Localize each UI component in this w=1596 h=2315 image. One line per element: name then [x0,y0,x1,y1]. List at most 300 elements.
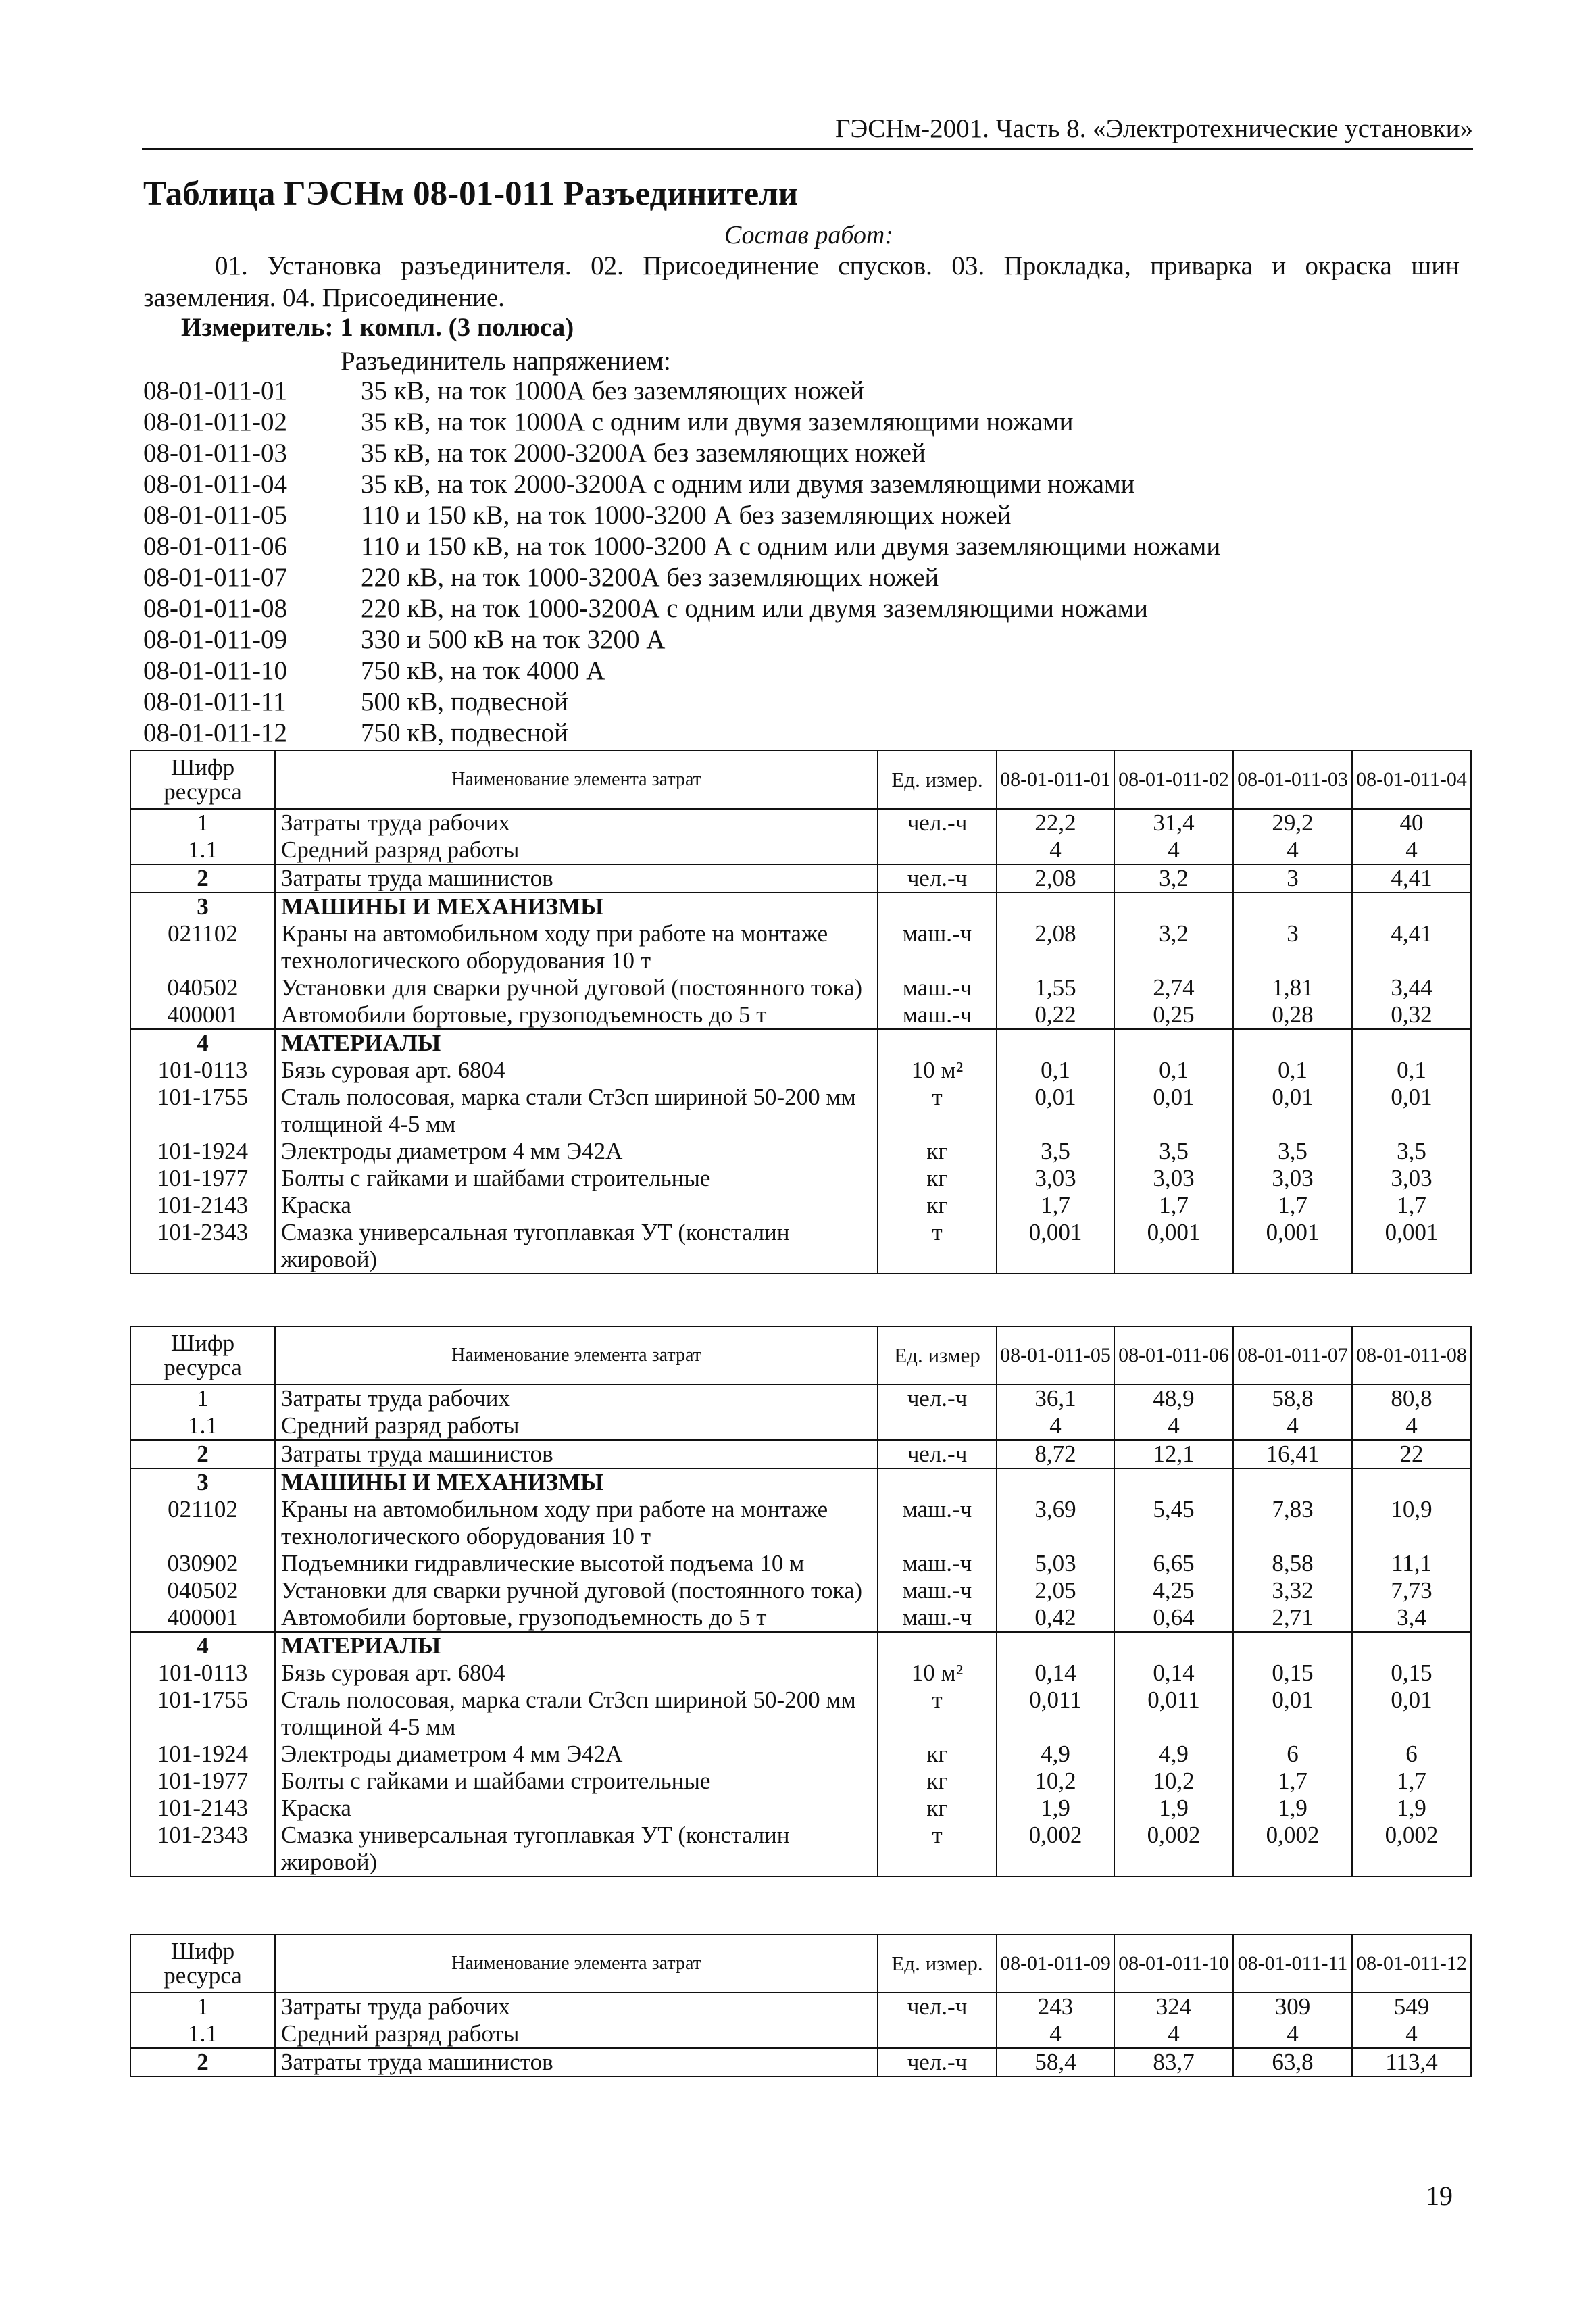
code-list-item [143,531,1220,562]
code-list [143,376,1220,749]
item-code: 08-01-011-12 [143,718,288,747]
item-description: 35 кВ, на ток 2000-3200А без заземляющих ножей [361,439,926,468]
code-list-item [143,624,1220,655]
header-code: Шифр ресурса [130,1935,275,1993]
row-value: 1,7 [1352,1192,1471,1219]
row-unit: чел.-ч [878,809,997,837]
row-name: Затраты труда машинистов [275,1440,878,1468]
row-value: 0,01 [1233,1084,1352,1138]
row-name: Краны на автомобильном ходу при работе на монтаже технологического оборудования 10 т [275,1496,878,1550]
row-unit: 10 м² [878,1057,997,1084]
row-value: 6 [1352,1741,1471,1768]
row-value: 0,002 [1352,1822,1471,1876]
item-description: 110 и 150 кВ, на ток 1000-3200 А с одним или двумя заземляющими ножами [361,532,1221,561]
row-code: 101-1977 [130,1165,275,1192]
row-value: 80,8 [1352,1385,1471,1412]
table-row [130,1822,1471,1876]
row-value: 0,15 [1352,1660,1471,1687]
row-value: 0,1 [1114,1057,1233,1084]
row-value: 6,65 [1114,1550,1233,1577]
resource-table-1 [130,750,1472,1274]
table-row [130,1029,1471,1057]
row-unit [878,837,997,864]
row-value: 3,03 [1114,1165,1233,1192]
row-unit [878,2020,997,2048]
row-value: 8,58 [1233,1550,1352,1577]
row-value: 0,011 [997,1687,1114,1741]
row-code: 3 [130,893,275,920]
row-value [1114,1029,1233,1057]
row-unit: маш.-ч [878,920,997,974]
row-value [1233,1468,1352,1496]
row-value: 4,41 [1352,920,1471,974]
table-row [130,1084,1471,1138]
table-row [130,1385,1471,1412]
item-description: 35 кВ, на ток 2000-3200А с одним или двумя заземляющими ножами [361,470,1135,499]
row-value: 3,03 [997,1165,1114,1192]
row-value: 58,4 [997,2048,1114,2076]
row-unit [878,1029,997,1057]
item-code: 08-01-011-03 [143,439,288,468]
row-name: Смазка универсальная тугоплавкая УТ (консталин жировой) [275,1822,878,1876]
row-code: 400001 [130,1604,275,1632]
row-value: 1,7 [1114,1192,1233,1219]
row-value: 3,32 [1233,1577,1352,1604]
row-value: 1,7 [1233,1192,1352,1219]
row-name: Установки для сварки ручной дуговой (постоянного тока) [275,1577,878,1604]
row-value: 4 [1233,2020,1352,2048]
code-list-item [143,500,1220,531]
row-unit: чел.-ч [878,2048,997,2076]
row-unit: кг [878,1165,997,1192]
header-rate-code: 08-01-011-05 [997,1326,1114,1385]
table-row [130,1001,1471,1029]
table-row [130,1440,1471,1468]
table-row [130,1687,1471,1741]
table-row [130,1660,1471,1687]
row-value: 4 [1233,1412,1352,1440]
row-value: 0,01 [1114,1084,1233,1138]
row-value: 0,1 [997,1057,1114,1084]
row-code: 2 [130,864,275,893]
row-value: 0,002 [997,1822,1114,1876]
row-value [1352,1468,1471,1496]
code-list-item [143,469,1220,500]
page-number: 19 [1426,2181,1453,2211]
row-name: Краска [275,1795,878,1822]
row-name: Сталь полосовая, марка стали Ст3сп шириной 50-200 мм толщиной 4-5 мм [275,1084,878,1138]
meter-label: Измеритель: 1 компл. (3 полюса) [181,313,574,342]
row-unit: кг [878,1138,997,1165]
row-value: 12,1 [1114,1440,1233,1468]
row-value: 4 [997,2020,1114,2048]
item-code: 08-01-011-10 [143,656,288,685]
row-value: 3,69 [997,1496,1114,1550]
row-value: 2,08 [997,864,1114,893]
row-unit: маш.-ч [878,1577,997,1604]
row-name: Средний разряд работы [275,1412,878,1440]
code-list-item [143,407,1220,438]
row-value: 1,9 [1114,1795,1233,1822]
row-name: Электроды диаметром 4 мм Э42А [275,1138,878,1165]
row-value: 11,1 [1352,1550,1471,1577]
row-code: 1.1 [130,1412,275,1440]
item-description: 35 кВ, на ток 1000А без заземляющих ножей [361,376,864,405]
row-value [997,1468,1114,1496]
row-value: 3,5 [1352,1138,1471,1165]
row-value: 4 [1352,2020,1471,2048]
row-name: Краска [275,1192,878,1219]
row-name: Затраты труда рабочих [275,809,878,837]
table-row [130,1219,1471,1274]
row-unit: 10 м² [878,1660,997,1687]
row-value: 4 [1114,2020,1233,2048]
row-value: 31,4 [1114,809,1233,837]
row-value: 4 [1114,837,1233,864]
row-value: 40 [1352,809,1471,837]
item-code: 08-01-011-02 [143,407,288,437]
row-value: 3 [1233,920,1352,974]
header-rate-code: 08-01-011-09 [997,1935,1114,1993]
row-name: МАТЕРИАЛЫ [275,1632,878,1660]
row-code: 3 [130,1468,275,1496]
row-value: 22,2 [997,809,1114,837]
row-unit: маш.-ч [878,1550,997,1577]
row-value: 3,44 [1352,974,1471,1001]
row-value: 58,8 [1233,1385,1352,1412]
row-name: Затраты труда рабочих [275,1993,878,2020]
row-value: 5,45 [1114,1496,1233,1550]
row-value: 0,001 [1114,1219,1233,1274]
row-unit: кг [878,1768,997,1795]
row-value [1114,1468,1233,1496]
row-value: 2,08 [997,920,1114,974]
header-name: Наименование элемента затрат [275,1326,878,1385]
row-value [1352,893,1471,920]
row-value: 1,55 [997,974,1114,1001]
row-unit: т [878,1822,997,1876]
header-rate-code: 08-01-011-03 [1233,751,1352,809]
row-value: 0,15 [1233,1660,1352,1687]
header-rate-code: 08-01-011-01 [997,751,1114,809]
row-value: 1,7 [1233,1768,1352,1795]
table-row [130,974,1471,1001]
row-code: 1.1 [130,2020,275,2048]
row-value: 309 [1233,1993,1352,2020]
row-value [1114,1632,1233,1660]
row-value: 1,9 [1352,1795,1471,1822]
row-unit: кг [878,1795,997,1822]
row-value: 324 [1114,1993,1233,2020]
row-name: Бязь суровая арт. 6804 [275,1660,878,1687]
row-value: 0,001 [1352,1219,1471,1274]
row-value: 0,01 [1352,1084,1471,1138]
table-header-row [130,1326,1471,1385]
row-code: 101-2343 [130,1822,275,1876]
row-value: 0,25 [1114,1001,1233,1029]
item-description: 750 кВ, подвесной [361,718,568,747]
row-unit: чел.-ч [878,1385,997,1412]
row-code: 2 [130,1440,275,1468]
header-rate-code: 08-01-011-02 [1114,751,1233,809]
item-description: 330 и 500 кВ на ток 3200 А [361,625,666,654]
row-value: 3,03 [1233,1165,1352,1192]
row-value: 83,7 [1114,2048,1233,2076]
row-unit: маш.-ч [878,1001,997,1029]
row-value: 3,4 [1352,1604,1471,1632]
row-value: 4 [1114,1412,1233,1440]
row-name: МАТЕРИАЛЫ [275,1029,878,1057]
table-header-row [130,1935,1471,1993]
table-row [130,1768,1471,1795]
row-value: 0,1 [1233,1057,1352,1084]
resource-table-2 [130,1326,1472,1877]
table-row [130,1138,1471,1165]
row-value: 0,14 [997,1660,1114,1687]
row-value: 3,03 [1352,1165,1471,1192]
row-value: 0,01 [1352,1687,1471,1741]
row-name: Электроды диаметром 4 мм Э42А [275,1741,878,1768]
row-value: 10,2 [997,1768,1114,1795]
row-code: 1.1 [130,837,275,864]
row-value: 0,001 [997,1219,1114,1274]
row-code: 2 [130,2048,275,2076]
row-value: 6 [1233,1741,1352,1768]
row-unit [878,893,997,920]
composition-label: Состав работ: [724,221,894,249]
table-row [130,1795,1471,1822]
header-code: Шифр ресурса [130,751,275,809]
row-name: МАШИНЫ И МЕХАНИЗМЫ [275,893,878,920]
header-name: Наименование элемента затрат [275,1935,878,1993]
row-code: 021102 [130,1496,275,1550]
row-value: 3,2 [1114,920,1233,974]
code-list-item [143,687,1220,718]
header-rate-code: 08-01-011-07 [1233,1326,1352,1385]
row-value: 0,01 [1233,1687,1352,1741]
row-value: 1,9 [997,1795,1114,1822]
table-header-row [130,751,1471,809]
row-name: Средний разряд работы [275,2020,878,2048]
row-value: 10,9 [1352,1496,1471,1550]
row-value: 4,25 [1114,1577,1233,1604]
row-value: 8,72 [997,1440,1114,1468]
row-value: 2,74 [1114,974,1233,1001]
row-name: Болты с гайками и шайбами строительные [275,1165,878,1192]
row-name: Установки для сварки ручной дуговой (постоянного тока) [275,974,878,1001]
row-value: 0,14 [1114,1660,1233,1687]
row-unit: кг [878,1192,997,1219]
header-rate-code: 08-01-011-06 [1114,1326,1233,1385]
row-code: 4 [130,1632,275,1660]
code-list-item [143,562,1220,593]
row-value: 2,71 [1233,1604,1352,1632]
row-code: 021102 [130,920,275,974]
row-code: 101-2143 [130,1192,275,1219]
row-unit: чел.-ч [878,1993,997,2020]
table-row [130,1632,1471,1660]
table-row [130,1577,1471,1604]
row-value: 2,05 [997,1577,1114,1604]
row-value [997,1029,1114,1057]
code-list-item [143,593,1220,624]
row-unit: кг [878,1741,997,1768]
row-unit [878,1468,997,1496]
row-value: 4,9 [997,1741,1114,1768]
row-name: Затраты труда машинистов [275,864,878,893]
row-value [1352,1029,1471,1057]
table-row [130,1468,1471,1496]
row-name: Автомобили бортовые, грузоподъемность до 5 т [275,1604,878,1632]
code-list-item [143,655,1220,687]
row-code: 101-1755 [130,1084,275,1138]
row-value: 4 [1233,837,1352,864]
row-unit [878,1412,997,1440]
row-value: 1,9 [1233,1795,1352,1822]
row-value: 0,01 [997,1084,1114,1138]
row-value: 0,64 [1114,1604,1233,1632]
code-list-item [143,718,1220,749]
row-value: 4 [997,837,1114,864]
row-name: Краны на автомобильном ходу при работе на монтаже технологического оборудования 10 т [275,920,878,974]
row-value: 3,5 [1233,1138,1352,1165]
row-value: 3,2 [1114,864,1233,893]
table-row [130,893,1471,920]
composition-text: 01. Установка разъединителя. 02. Присоединение спусков. 03. Прокладка, приварка и окраска шин заземления. 04. Присоединение. [143,251,1460,312]
table-row [130,1741,1471,1768]
row-value: 0,002 [1114,1822,1233,1876]
item-description: 750 кВ, на ток 4000 А [361,656,605,685]
row-name: Подъемники гидравлические высотой подъема 10 м [275,1550,878,1577]
table-row [130,2020,1471,2048]
row-value: 7,83 [1233,1496,1352,1550]
row-value: 243 [997,1993,1114,2020]
row-value [1233,1632,1352,1660]
row-value: 4,9 [1114,1741,1233,1768]
codes-intro: Разъединитель напряжением: [341,347,671,376]
row-unit: маш.-ч [878,974,997,1001]
header-rate-code: 08-01-011-08 [1352,1326,1471,1385]
row-value: 0,22 [997,1001,1114,1029]
row-value: 7,73 [1352,1577,1471,1604]
row-value: 4,41 [1352,864,1471,893]
header-rate-code: 08-01-011-12 [1352,1935,1471,1993]
row-value [997,1632,1114,1660]
row-code: 1 [130,1385,275,1412]
row-unit: маш.-ч [878,1496,997,1550]
header-rate-code: 08-01-011-04 [1352,751,1471,809]
row-value: 0,42 [997,1604,1114,1632]
header-unit: Ед. измер. [878,751,997,809]
item-code: 08-01-011-06 [143,532,288,561]
row-code: 101-2343 [130,1219,275,1274]
row-code: 030902 [130,1550,275,1577]
table-row [130,1057,1471,1084]
item-code: 08-01-011-01 [143,376,288,405]
row-code: 040502 [130,1577,275,1604]
table-row [130,1192,1471,1219]
row-code: 040502 [130,974,275,1001]
table-row [130,1604,1471,1632]
row-value: 5,03 [997,1550,1114,1577]
header-unit: Ед. измер. [878,1935,997,1993]
row-code: 101-2143 [130,1795,275,1822]
table-row [130,2048,1471,2076]
table-row [130,1550,1471,1577]
row-value: 0,1 [1352,1057,1471,1084]
item-code: 08-01-011-08 [143,594,288,623]
row-value: 63,8 [1233,2048,1352,2076]
item-description: 110 и 150 кВ, на ток 1000-3200 А без заземляющих ножей [361,501,1012,530]
row-value: 16,41 [1233,1440,1352,1468]
table-row [130,1165,1471,1192]
table-row [130,837,1471,864]
row-value: 0,011 [1114,1687,1233,1741]
row-name: Смазка универсальная тугоплавкая УТ (консталин жировой) [275,1219,878,1274]
table-row [130,1412,1471,1440]
row-value: 22 [1352,1440,1471,1468]
row-value: 0,28 [1233,1001,1352,1029]
table-row [130,1496,1471,1550]
row-value: 1,81 [1233,974,1352,1001]
item-code: 08-01-011-07 [143,563,288,592]
row-code: 4 [130,1029,275,1057]
row-code: 101-1924 [130,1741,275,1768]
resource-table-3 [130,1934,1472,2077]
item-code: 08-01-011-09 [143,625,288,654]
row-value: 0,002 [1233,1822,1352,1876]
row-code: 101-1755 [130,1687,275,1741]
row-value: 10,2 [1114,1768,1233,1795]
row-unit: маш.-ч [878,1604,997,1632]
row-unit: чел.-ч [878,864,997,893]
row-value: 3 [1233,864,1352,893]
page-title: Таблица ГЭСНм 08-01-011 Разъединители [143,175,799,213]
row-name: Болты с гайками и шайбами строительные [275,1768,878,1795]
row-value: 48,9 [1114,1385,1233,1412]
row-code: 101-0113 [130,1660,275,1687]
row-value: 0,32 [1352,1001,1471,1029]
row-name: МАШИНЫ И МЕХАНИЗМЫ [275,1468,878,1496]
running-header: ГЭСНм-2001. Часть 8. «Электротехнические установки» [142,114,1473,150]
row-value [1114,893,1233,920]
row-value: 1,7 [997,1192,1114,1219]
item-code: 08-01-011-05 [143,501,288,530]
row-value: 4 [1352,1412,1471,1440]
item-description: 220 кВ, на ток 1000-3200А без заземляющих ножей [361,563,939,592]
item-description: 500 кВ, подвесной [361,687,568,716]
row-unit: т [878,1084,997,1138]
row-value: 3,5 [997,1138,1114,1165]
row-value [1233,1029,1352,1057]
table-row [130,1993,1471,2020]
table-row [130,809,1471,837]
row-value: 1,7 [1352,1768,1471,1795]
row-code: 101-1977 [130,1768,275,1795]
item-code: 08-01-011-11 [143,687,286,716]
item-description: 220 кВ, на ток 1000-3200А с одним или двумя заземляющими ножами [361,594,1149,623]
row-unit: т [878,1687,997,1741]
row-value: 4 [1352,837,1471,864]
row-name: Автомобили бортовые, грузоподъемность до 5 т [275,1001,878,1029]
row-code: 1 [130,1993,275,2020]
header-name: Наименование элемента затрат [275,751,878,809]
row-code: 101-0113 [130,1057,275,1084]
row-value: 4 [997,1412,1114,1440]
row-name: Сталь полосовая, марка стали Ст3сп шириной 50-200 мм толщиной 4-5 мм [275,1687,878,1741]
header-code: Шифр ресурса [130,1326,275,1385]
table-row [130,864,1471,893]
